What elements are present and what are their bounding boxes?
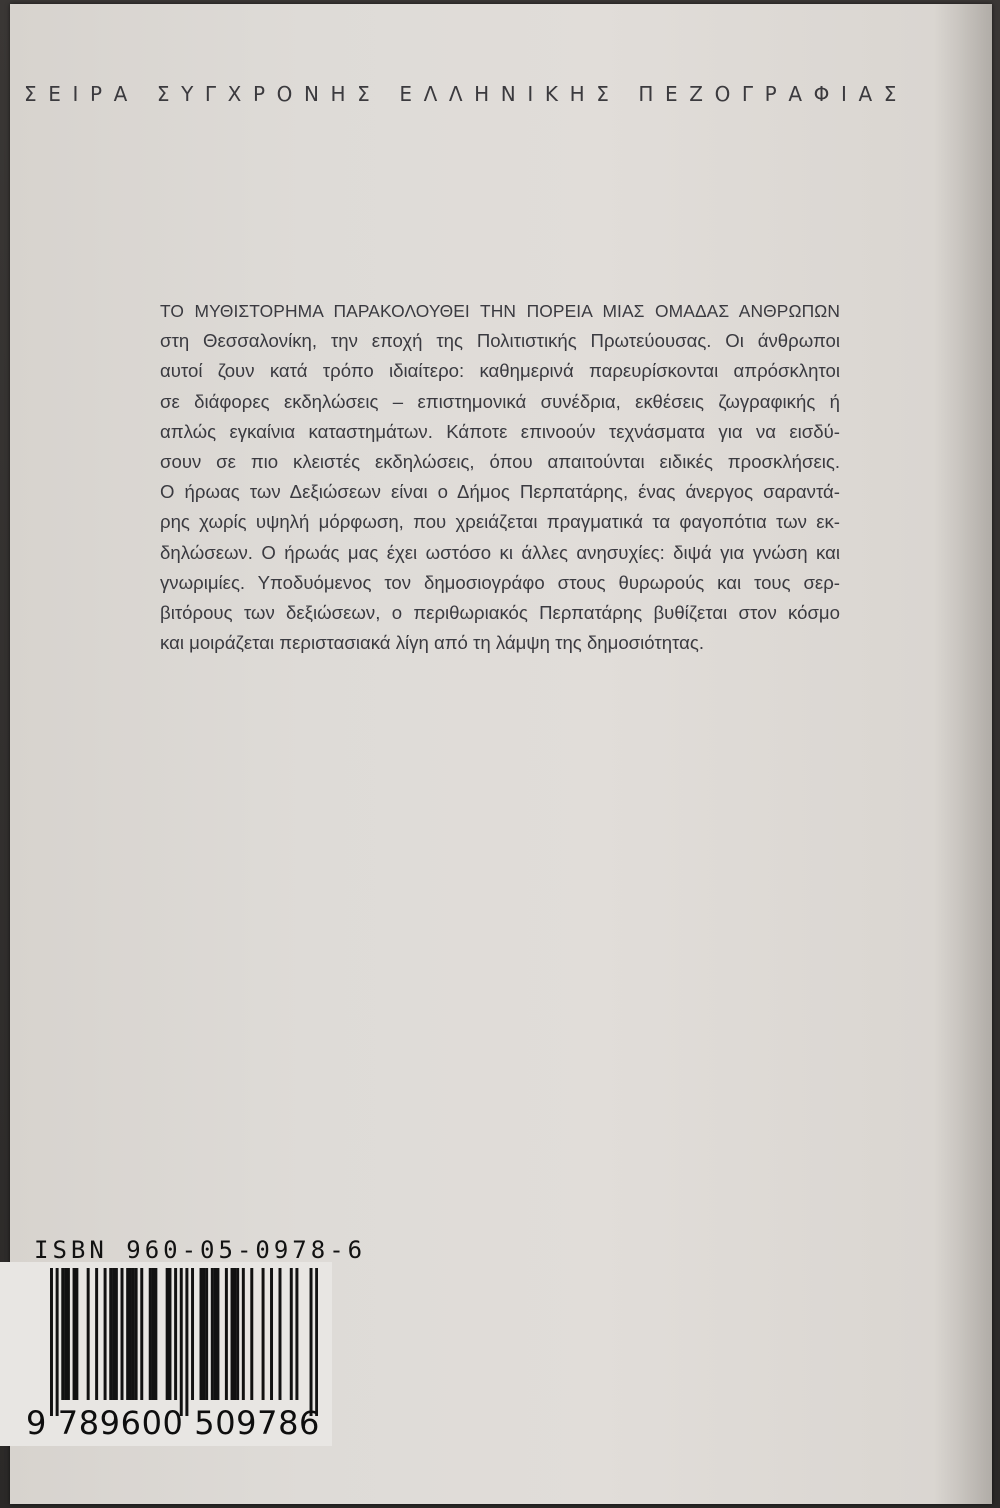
barcode-bar [168, 1268, 171, 1400]
blurb-line: σουν σε πιο κλειστές εκδηλώσεις, όπου απαιτούνται ειδικές προσκλήσεις. [160, 451, 840, 473]
barcode-bar [290, 1268, 293, 1400]
barcode-bar [250, 1268, 253, 1400]
barcode-bar [270, 1268, 273, 1400]
barcode-number: 9 789600 509786 [26, 1404, 321, 1442]
barcode-bar [174, 1268, 177, 1400]
barcode-bar [126, 1268, 129, 1400]
barcode-bar [214, 1268, 217, 1400]
barcode-bar [115, 1268, 118, 1400]
barcode-bar [295, 1268, 298, 1400]
barcode-bar [211, 1268, 214, 1400]
barcode-bar [73, 1268, 76, 1400]
barcode-bar [200, 1268, 203, 1400]
barcode-bar [310, 1268, 313, 1416]
barcode-bar [61, 1268, 64, 1400]
barcode-icon [50, 1268, 318, 1416]
barcode-bar [104, 1268, 107, 1400]
barcode-bar [191, 1268, 194, 1400]
barcode-bar [140, 1268, 143, 1400]
blurb-line: δηλώσεων. Ο ήρωάς μας έχει ωστόσο κι άλλες ανησυχίες: διψά για γνώση και [160, 541, 840, 563]
barcode-bar [132, 1268, 135, 1400]
blurb-line: Ο ήρωας των Δεξιώσεων είναι ο Δήμος Περπατάρης, ένας άνεργος σαραντά- [160, 481, 840, 503]
blurb-line: ρης χωρίς υψηλή μόρφωση, που χρειάζεται πραγματικά τα φαγοπότια των εκ- [160, 511, 840, 533]
barcode-bar [129, 1268, 132, 1400]
blurb-text [160, 296, 840, 658]
barcode-bar [233, 1268, 236, 1400]
barcode-bar [236, 1268, 239, 1400]
barcode-bar [242, 1268, 245, 1400]
blurb-line: στη Θεσσαλονίκη, την εποχή της Πολιτιστικής Πρωτεύουσας. Οι άνθρωποι [160, 330, 840, 352]
barcode-bar [262, 1268, 265, 1400]
barcode-bar [75, 1268, 78, 1400]
barcode-bar [180, 1268, 183, 1416]
barcode-bar [95, 1268, 98, 1400]
cover-edge-shadow [934, 4, 992, 1504]
blurb-line: αυτοί ζουν κατά τρόπο ιδιαίτερο: καθημερινά παρευρίσκονται απρόσκλητοι [160, 360, 840, 382]
isbn-label: ISBN 960-05-0978-6 [34, 1236, 367, 1264]
barcode-bar [50, 1268, 53, 1416]
barcode-bar [205, 1268, 208, 1400]
series-title: ΣΕΙΡΑ ΣΥΓΧΡΟΝΗΣ ΕΛΛΗΝΙΚΗΣ ΠΕΖΟΓΡΑΦΙΑΣ [24, 82, 908, 106]
barcode-bar [315, 1268, 318, 1416]
barcode-bar [135, 1268, 138, 1400]
barcode-bar [121, 1268, 124, 1400]
barcode-bar [56, 1268, 59, 1416]
barcode-bar [216, 1268, 219, 1400]
barcode-bar [149, 1268, 152, 1400]
barcode-bar [87, 1268, 90, 1400]
blurb-line: γνωριμίες. Υποδυόμενος τον δημοσιογράφο στους θυρωρούς και τους σερ- [160, 571, 840, 593]
barcode-bar [109, 1268, 112, 1400]
barcode-bar [166, 1268, 169, 1400]
blurb-line: ΤΟ ΜΥΘΙΣΤΟΡΗΜΑ ΠΑΡΑΚΟΛΟΥΘΕΙ ΤΗΝ ΠΟΡΕΙΑ ΜΙΑΣ ΟΜΑΔΑΣ ΑΝΘΡΩΠΩΝ [160, 301, 840, 321]
barcode-bar [112, 1268, 115, 1400]
barcode-bar [185, 1268, 188, 1416]
barcode-bar [152, 1268, 155, 1400]
barcode-bar [279, 1268, 282, 1400]
barcode-bar [67, 1268, 70, 1400]
barcode-bar [154, 1268, 157, 1400]
barcode-bar [202, 1268, 205, 1400]
blurb-line: βιτόρους των δεξιώσεων, ο περιθωριακός Περπατάρης βυθίζεται στον κόσμο [160, 602, 840, 624]
barcode-bar [64, 1268, 67, 1400]
blurb-line: και μοιράζεται περιστασιακά λίγη από τη λάμψη της δημοσιότητας. [160, 632, 705, 654]
barcode-bar [225, 1268, 228, 1400]
blurb-line: σε διάφορες εκδηλώσεις – επιστημονικά συνέδρια, εκθέσεις ζωγραφικής ή [160, 390, 840, 412]
barcode-bar [231, 1268, 234, 1400]
blurb-line: απλώς εγκαίνια καταστημάτων. Κάποτε επινοούν τεχνάσματα για να εισδύ- [160, 420, 840, 442]
